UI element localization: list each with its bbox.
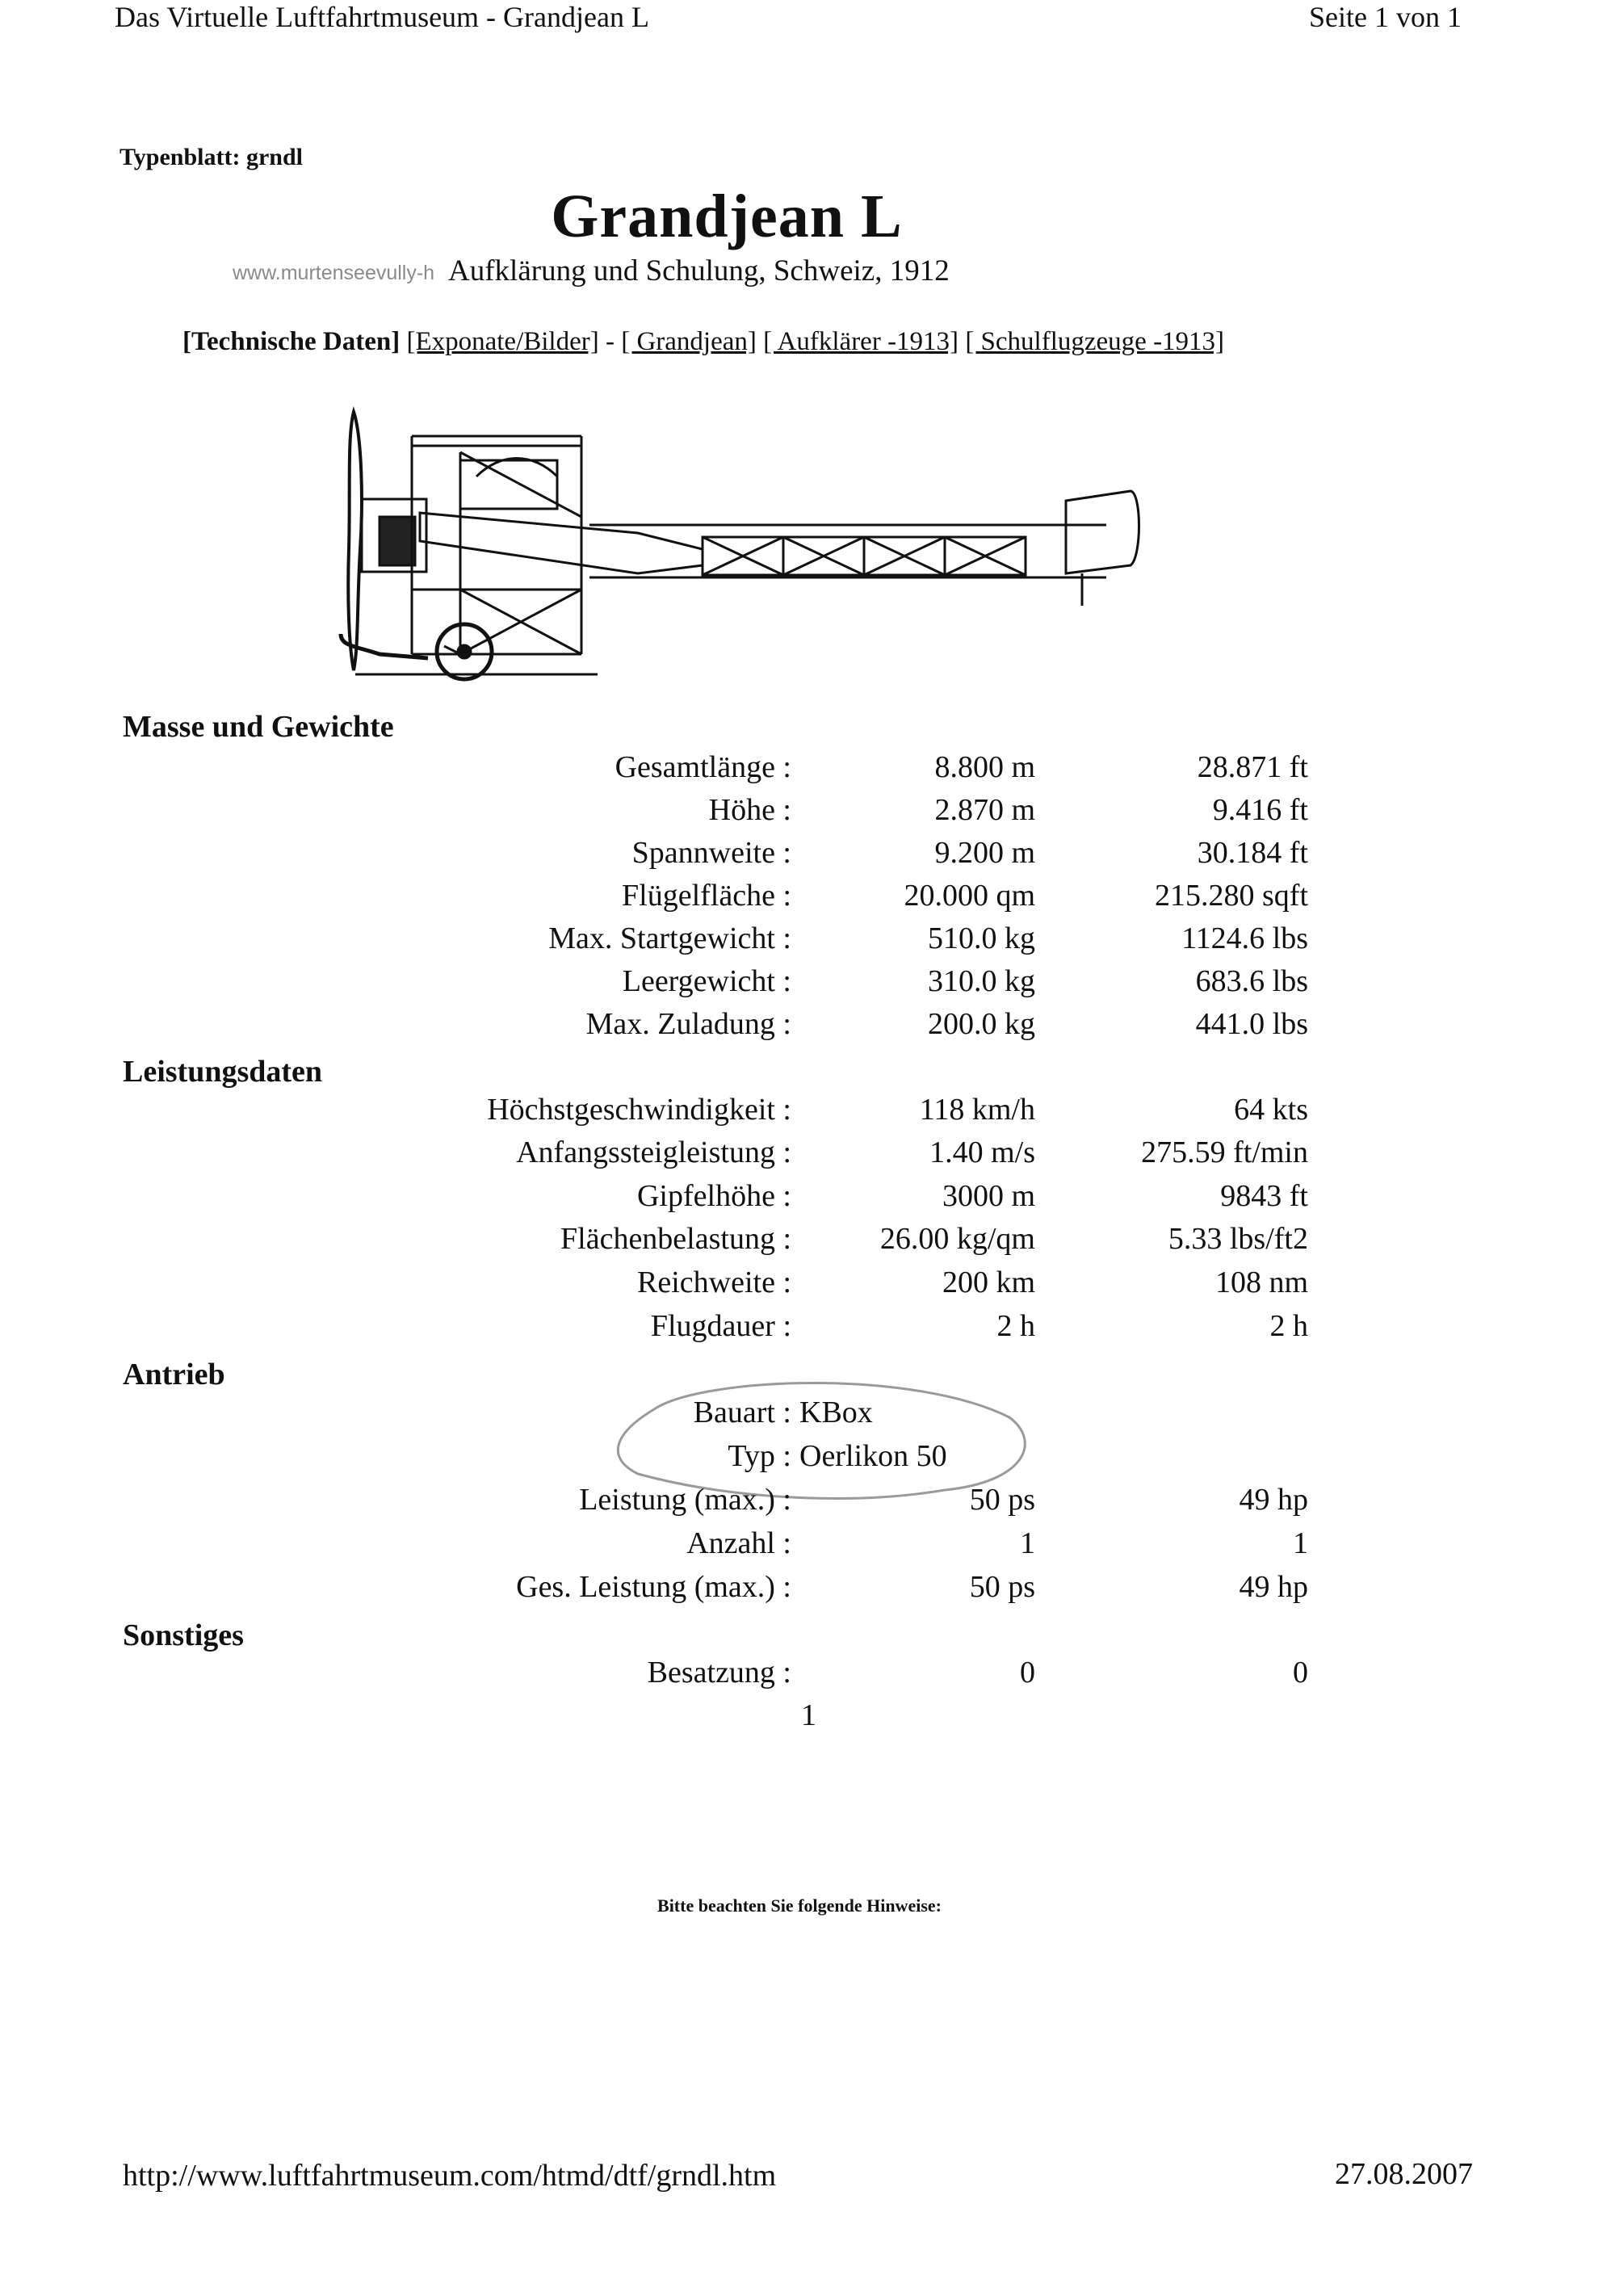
antrieb-imperial: 1 — [1293, 1526, 1308, 1560]
bauart-label: Bauart : — [693, 1396, 791, 1429]
page-number: 1 — [801, 1698, 816, 1732]
nav-schulflugzeuge-link[interactable]: [ Schulflugzeuge -1913] — [965, 327, 1225, 356]
antrieb-metric: 50 ps — [969, 1483, 1035, 1517]
leistung-label: Flächenbelastung : — [560, 1222, 791, 1256]
leistung-imperial: 64 kts — [1234, 1093, 1308, 1127]
nav-exponate-link[interactable]: [Exponate/Bilder] — [406, 327, 599, 356]
leistung-imperial: 108 nm — [1214, 1266, 1308, 1299]
masse-metric: 200.0 kg — [928, 1007, 1035, 1041]
aircraft-drawing — [331, 404, 1147, 695]
typ-label: Typ : — [728, 1439, 791, 1473]
site-title: Das Virtuelle Luftfahrtmuseum - Grandjean L — [115, 1, 649, 33]
leistung-metric: 3000 m — [942, 1179, 1035, 1213]
masse-metric: 510.0 kg — [928, 921, 1035, 955]
masse-metric: 310.0 kg — [928, 964, 1035, 998]
masse-metric: 8.800 m — [934, 750, 1035, 784]
nav-technische-daten: [Technische Daten] — [182, 327, 401, 356]
sonstiges-imperial: 0 — [1293, 1656, 1308, 1689]
antrieb-imperial: 49 hp — [1239, 1483, 1308, 1517]
leistung-metric: 26.00 kg/qm — [879, 1222, 1035, 1256]
masse-imperial: 30.184 ft — [1197, 836, 1308, 870]
masse-label: Max. Startgewicht : — [548, 921, 791, 955]
page-info: Seite 1 von 1 — [1309, 1, 1462, 33]
leistung-metric: 118 km/h — [919, 1093, 1035, 1127]
masse-imperial: 683.6 lbs — [1195, 964, 1308, 998]
leistung-label: Höchstgeschwindigkeit : — [487, 1093, 791, 1127]
nav-aufklaerer-link[interactable]: [ Aufklärer -1913] — [763, 327, 959, 356]
watermark: www.murtenseevully-h — [233, 262, 435, 284]
leistung-imperial: 2 h — [1269, 1309, 1308, 1343]
masse-metric: 2.870 m — [934, 793, 1035, 827]
leistung-imperial: 5.33 lbs/ft2 — [1168, 1222, 1308, 1256]
section-antrieb: Antrieb — [123, 1358, 225, 1391]
antrieb-metric: 1 — [1020, 1526, 1035, 1560]
leistung-label: Anfangssteigleistung : — [516, 1135, 791, 1169]
leistung-metric: 2 h — [996, 1309, 1035, 1343]
sonstiges-metric: 0 — [1020, 1656, 1035, 1689]
nav-links — [182, 327, 1224, 357]
masse-imperial: 28.871 ft — [1197, 750, 1308, 784]
masse-metric: 20.000 qm — [904, 879, 1035, 913]
antrieb-label: Anzahl : — [686, 1526, 791, 1560]
leistung-metric: 200 km — [942, 1266, 1035, 1299]
masse-imperial: 9.416 ft — [1212, 793, 1308, 827]
masse-label: Gesamtlänge : — [615, 750, 791, 784]
masse-imperial: 441.0 lbs — [1195, 1007, 1308, 1041]
masse-label: Max. Zuladung : — [585, 1007, 791, 1041]
masse-label: Spannweite : — [631, 836, 791, 870]
page-title: Grandjean L — [551, 183, 903, 250]
sonstiges-label: Besatzung : — [647, 1656, 791, 1689]
leistung-label: Reichweite : — [637, 1266, 791, 1299]
section-sonstiges: Sonstiges — [123, 1618, 244, 1652]
leistung-metric: 1.40 m/s — [929, 1135, 1035, 1169]
footer-url: http://www.luftfahrtmuseum.com/htmd/dtf/grndl.htm — [123, 2159, 777, 2193]
subtitle: Aufklärung und Schulung, Schweiz, 1912 — [448, 254, 950, 288]
antrieb-label: Ges. Leistung (max.) : — [516, 1570, 791, 1604]
leistung-imperial: 275.59 ft/min — [1141, 1135, 1308, 1169]
bauart-value: KBox — [799, 1396, 873, 1429]
leistung-imperial: 9843 ft — [1220, 1179, 1308, 1213]
masse-metric: 9.200 m — [934, 836, 1035, 870]
masse-label: Flügelfläche : — [622, 879, 791, 913]
footer-date: 27.08.2007 — [1335, 2157, 1473, 2191]
masse-imperial: 215.280 sqft — [1155, 879, 1308, 913]
antrieb-imperial: 49 hp — [1239, 1570, 1308, 1604]
nav-grandjean-link[interactable]: [ Grandjean] — [621, 327, 757, 356]
typenblatt-label: Typenblatt: grndl — [120, 144, 303, 170]
leistung-label: Flugdauer : — [650, 1309, 791, 1343]
typ-value: Oerlikon 50 — [799, 1439, 947, 1473]
masse-label: Höhe : — [708, 793, 791, 827]
notice-heading: Bitte beachten Sie folgende Hinweise: — [657, 1895, 942, 1916]
section-leistung: Leistungsdaten — [123, 1055, 323, 1089]
nav-separator: - — [598, 327, 622, 356]
masse-imperial: 1124.6 lbs — [1181, 921, 1308, 955]
leistung-label: Gipfelhöhe : — [636, 1179, 791, 1213]
section-masse: Masse und Gewichte — [123, 710, 394, 744]
antrieb-metric: 50 ps — [969, 1570, 1035, 1604]
masse-label: Leergewicht : — [622, 964, 791, 998]
antrieb-label: Leistung (max.) : — [579, 1483, 791, 1517]
